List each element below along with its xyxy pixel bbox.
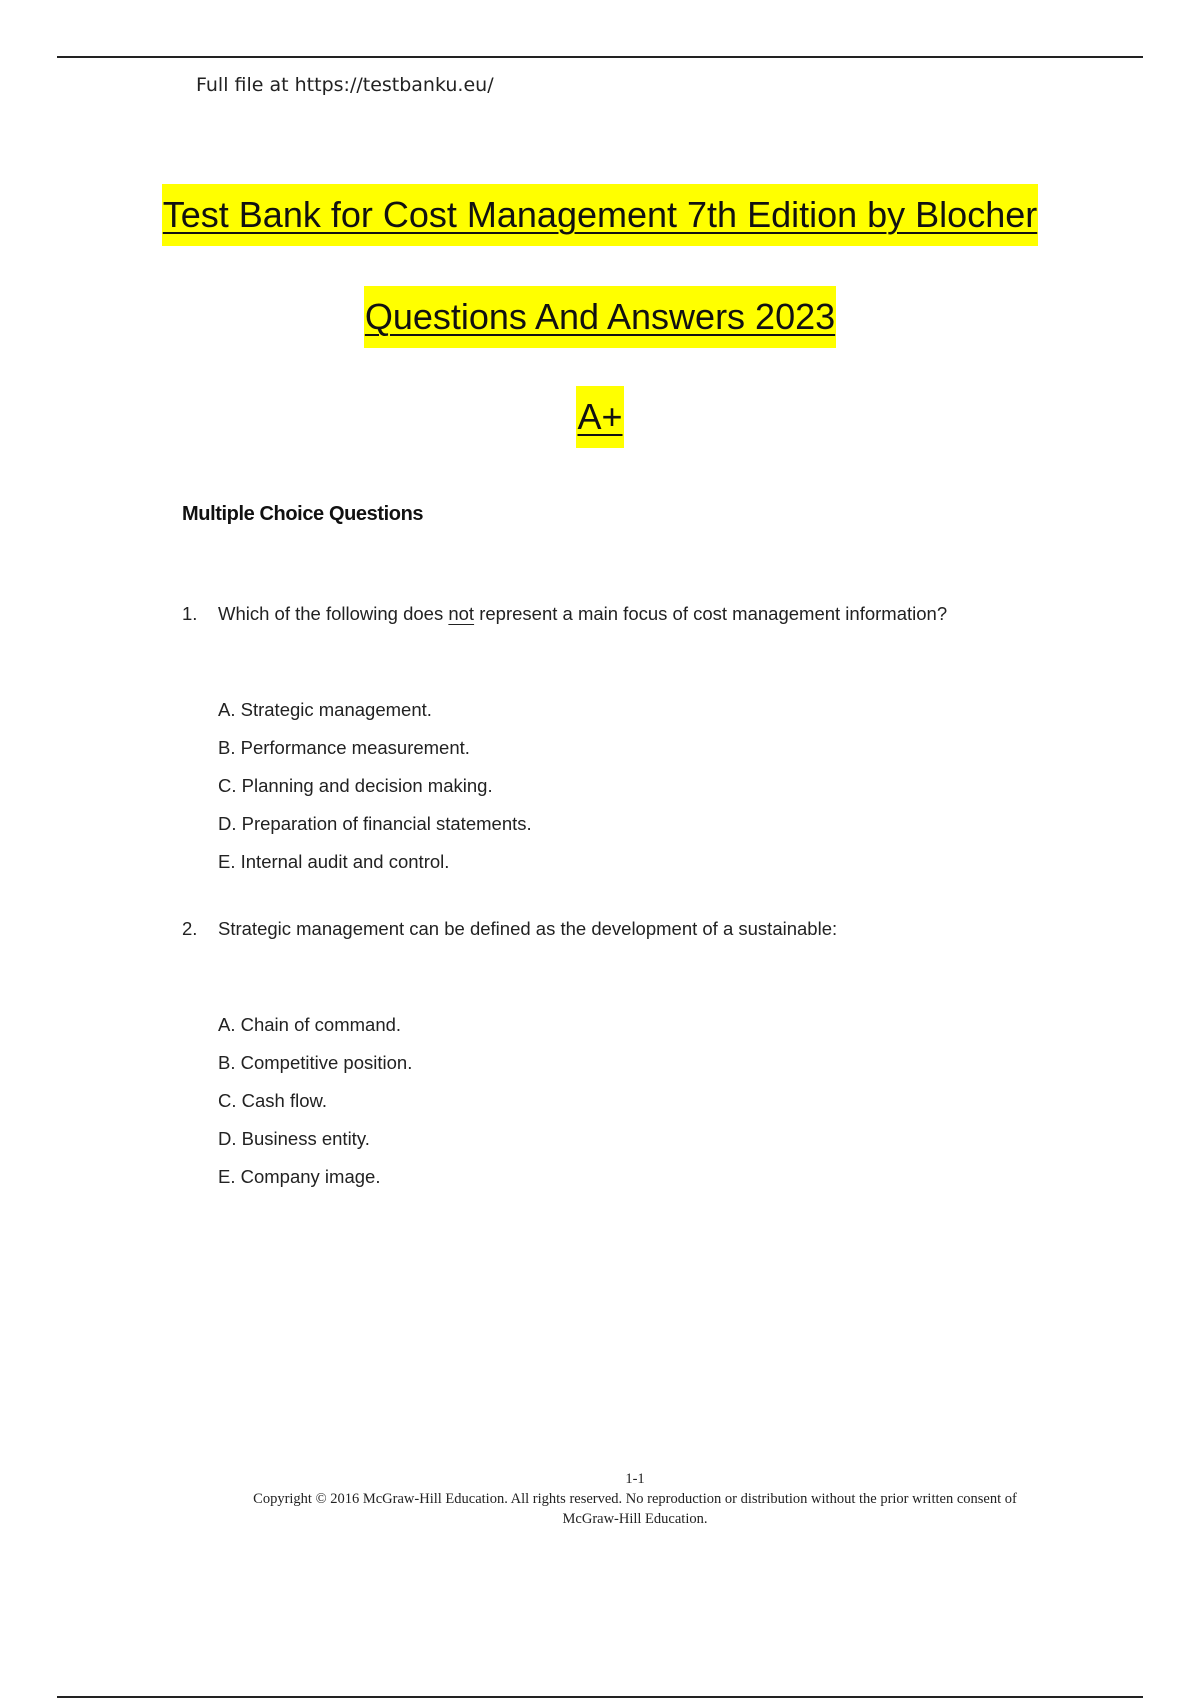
question-text-end: represent a main focus of cost management information? — [474, 603, 948, 624]
option-c: C. Cash flow. — [218, 1090, 327, 1111]
copyright-line-1: Copyright © 2016 McGraw-Hill Education. All rights reserved. No reproduction or distribution without the prior written consent of — [253, 1491, 1017, 1507]
source-note: Full file at https://testbanku.eu/ — [196, 74, 494, 96]
question-text: Strategic management can be defined as the development of a sustainable: — [218, 918, 838, 939]
copyright-line-2: McGraw-Hill Education. — [562, 1511, 708, 1527]
question-1-options — [218, 691, 532, 881]
title-line-2 — [0, 286, 1200, 348]
question-emphasis: not — [448, 603, 475, 624]
section-heading: Multiple Choice Questions — [182, 503, 424, 525]
option-a: A. Chain of command. — [218, 1014, 402, 1035]
option-a: A. Strategic management. — [218, 699, 432, 720]
question-2-options — [218, 1006, 412, 1196]
top-rule — [57, 56, 1143, 58]
grade-badge: A+ — [576, 386, 623, 448]
question-1 — [182, 603, 947, 625]
option-c: C. Planning and decision making. — [218, 775, 493, 796]
option-e: E. Internal audit and control. — [218, 851, 450, 872]
option-d: D. Preparation of financial statements. — [218, 813, 532, 834]
option-b: B. Performance measurement. — [218, 737, 470, 758]
question-number: 1. — [182, 603, 198, 624]
page-number: 1-1 — [625, 1471, 645, 1487]
title-text-2: Questions And Answers 2023 — [364, 286, 836, 348]
option-e: E. Company image. — [218, 1166, 381, 1187]
question-number: 2. — [182, 918, 198, 939]
question-2 — [182, 918, 837, 940]
title-line-1 — [0, 184, 1200, 246]
question-text-start: Which of the following does — [218, 603, 449, 624]
title-line-3 — [0, 386, 1200, 448]
page-footer — [0, 1469, 1200, 1529]
option-b: B. Competitive position. — [218, 1052, 413, 1073]
bottom-rule — [57, 1696, 1143, 1698]
title-text-1: Test Bank for Cost Management 7th Edition by Blocher — [162, 184, 1038, 246]
option-d: D. Business entity. — [218, 1128, 370, 1149]
